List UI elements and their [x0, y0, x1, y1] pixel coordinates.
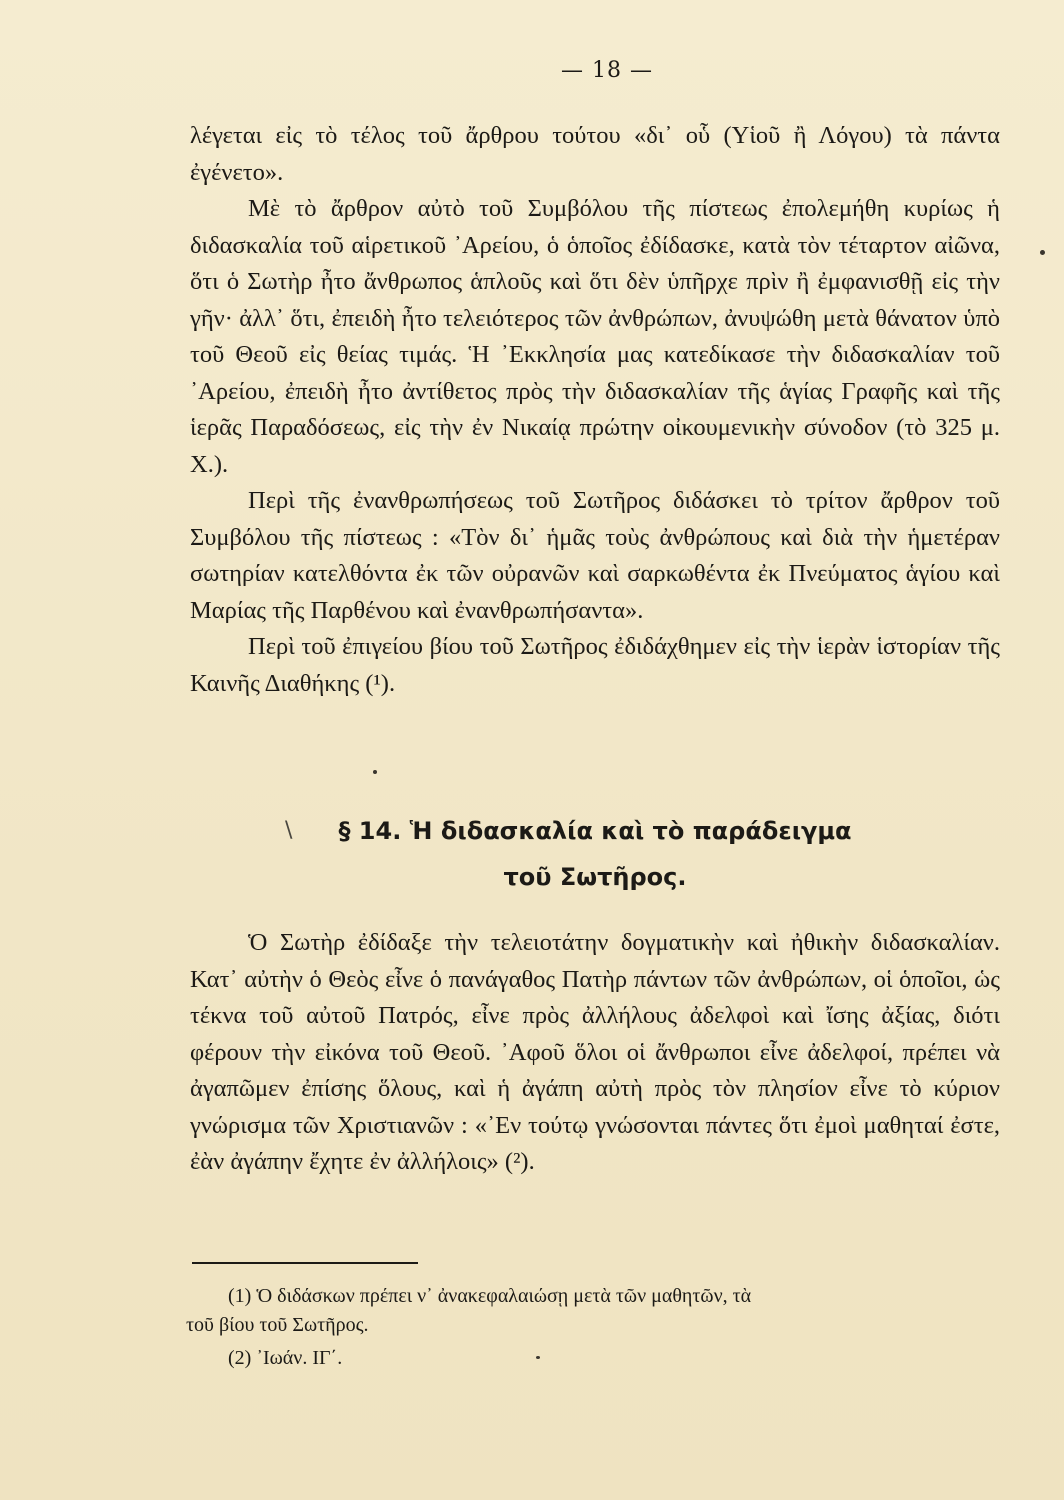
margin-mark: \ — [285, 818, 293, 843]
section-b-text — [190, 925, 1000, 1181]
paper-speck — [1040, 250, 1045, 255]
paragraph: Περὶ τοῦ ἐπιγείου βίου τοῦ Σωτῆρος ἐδιδάχθημεν εἰς τὴν ἱερὰν ἱστορίαν τῆς Καινῆς Διαθήκης (¹). — [190, 633, 1000, 697]
footnotes — [186, 1282, 998, 1373]
section-heading — [190, 808, 1000, 900]
paragraph: Ὁ Σωτὴρ ἐδίδαξε τὴν τελειοτάτην δογματικὴν καὶ ἠθικὴν διδασκαλίαν. Κατ᾽ αὐτὴν ὁ Θεὸς εἶνε ὁ πανάγαθος Πατὴρ πάντων τῶν ἀνθρώπων, οἱ ὁποῖοι, ὡς τέκνα τοῦ αὐτοῦ Πατρός, εἶνε πρὸς ἀλλήλους ἀδελφοὶ καὶ ἴσης ἀξίας, διότι φέρουν τὴν εἰκόνα τοῦ Θεοῦ. ᾽Αφοῦ ὅλοι οἱ ἄνθρωποι εἶνε ἀδελφοί, πρέπει νὰ ἀγαπῶμεν ἐπίσης ὅλους, καὶ ἡ ἀγάπη αὐτὴ πρὸς τὸν πλησίον εἶνε τὸ κύριον γνώρισμα τῶν Χριστιανῶν : «᾽Εν τούτῳ γνώσονται πάντες ὅτι ἐμοὶ μαθηταί ἐστε, ἐὰν ἀγάπην ἔχητε ἐν ἀλλήλοις» (²). — [190, 929, 1000, 1175]
footnote-divider — [192, 1262, 418, 1264]
page-number: — 18 — — [561, 58, 653, 83]
heading-line-1: § 14. Ἡ διδασκαλία καὶ τὸ παράδειγμα — [338, 817, 852, 845]
paragraph: Μὲ τὸ ἄρθρον αὐτὸ τοῦ Συμβόλου τῆς πίστεως ἐπολεμήθη κυρίως ἡ διδασκαλία τοῦ αἱρετικοῦ ᾽Αρείου, ὁ ὁποῖος ἐδίδασκε, κατὰ τὸν τέταρτον αἰῶνα, ὅτι ὁ Σωτὴρ ἦτο ἄνθρωπος ἁπλοῦς καὶ ὅτι δὲν ὑπῆρχε πρὶν ἢ ἐμφανισθῇ εἰς τὴν γῆν· ἀλλ᾽ ὅτι, ἐπειδὴ ἦτο τελειότερος τῶν ἀνθρώπων, ἀνυψώθη μετὰ θάνατον ὑπὸ τοῦ Θεοῦ εἰς θείας τιμάς. Ἡ ᾽Εκκλησία μας κατεδίκασε τὴν διδασκαλίαν τοῦ ᾽Αρείου, ἐπειδὴ ἦτο ἀντίθετος πρὸς τὴν διδασκαλίαν τῆς ἁγίας Γραφῆς καὶ τῆς ἱερᾶς Παραδόσεως, εἰς τὴν ἐν Νικαίᾳ πρώτην οἰκουμενικὴν σύνοδον (τὸ 325 μ. Χ.). — [190, 195, 1000, 478]
paper-speck — [373, 770, 377, 774]
paragraph: Περὶ τῆς ἐνανθρωπήσεως τοῦ Σωτῆρος διδάσκει τὸ τρίτον ἄρθρον τοῦ Συμβόλου τῆς πίστεως : «Τὸν δι᾽ ἡμᾶς τοὺς ἀνθρώπους καὶ διὰ τὴν ἡμετέραν σωτηρίαν κατελθόντα ἐκ τῶν οὐρανῶν καὶ σαρκωθέντα ἐκ Πνεύματος ἁγίου καὶ Μαρίας τῆς Παρθένου καὶ ἐνανθρωπήσαντα». — [190, 487, 1000, 624]
paper-speck — [536, 1356, 540, 1359]
paragraph: λέγεται εἰς τὸ τέλος τοῦ ἄρθρου τούτου «δι᾽ οὗ (Υἱοῦ ἢ Λόγου) τὰ πάντα ἐγένετο». — [190, 122, 1000, 186]
footnote-2: (2) ᾽Ιωάν. ΙΓ΄. — [228, 1347, 343, 1369]
section-a-text — [190, 118, 1000, 702]
footnote-1: (1) Ὁ διδάσκων πρέπει ν᾽ ἀνακεφαλαιώσῃ μετὰ τῶν μαθητῶν, τὰ — [228, 1285, 752, 1307]
footnote-1-continuation: τοῦ βίου τοῦ Σωτῆρος. — [186, 1314, 369, 1336]
heading-line-2: τοῦ Σωτῆρος. — [503, 863, 687, 891]
